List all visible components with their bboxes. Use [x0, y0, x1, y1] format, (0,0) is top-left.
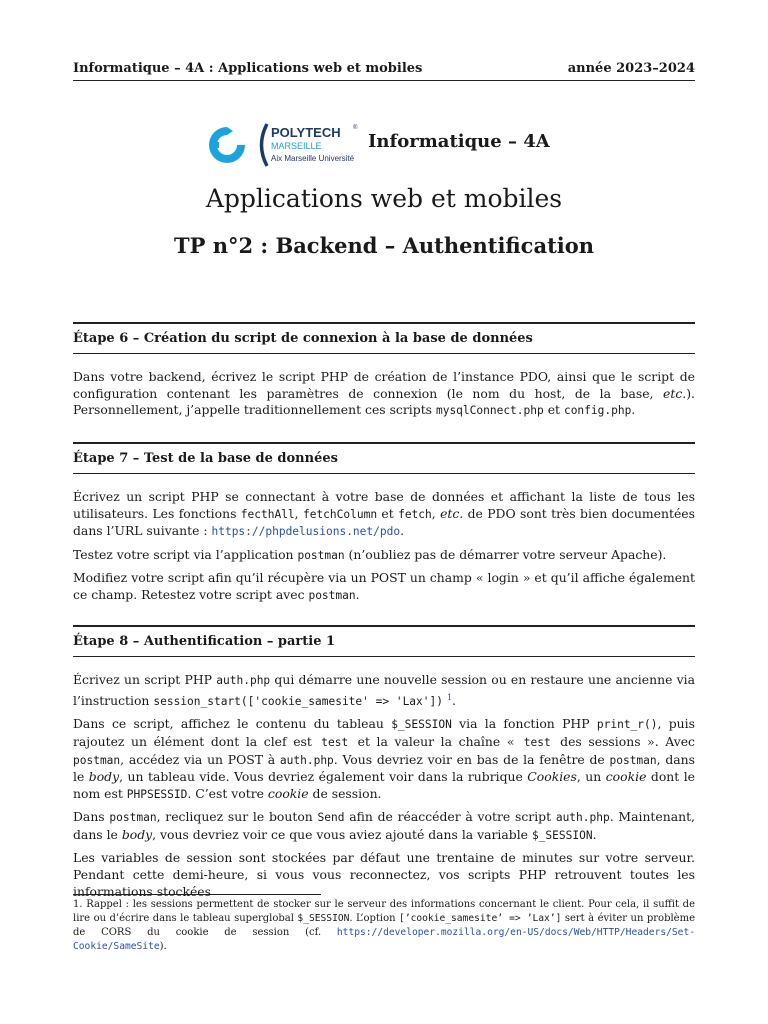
- step-7-heading: Étape 7 – Test de la base de données: [73, 442, 695, 474]
- step-6-section: [73, 322, 695, 420]
- running-head: [73, 60, 695, 81]
- page-title: Applications web et mobiles: [205, 184, 563, 213]
- step-8-paragraph-3: Dans postman, recliquez sur le bouton Send afin de réaccéder à votre script auth.php. Maintenant, dans le body, vous devriez voir ce que vous aviez ajouté dans la variable $_SESSION.: [73, 809, 696, 842]
- running-head-left: Informatique – 4A : Applications web et mobiles: [73, 61, 423, 76]
- footnote: 1. Rappel : les sessions permettent de stocker sur le serveur des informations concernant le client. Pour cela, il suffit de lire ou d’écrire dans le tableau superglobal $_SESSION. L’option [’cookie_samesite’ => ’Lax’] sert à éviter un problème de CORS du cookie de session (cf. https://developer.mozilla.org/en-US/docs/Web/HTTP/Headers/Set-Cookie/SameSite).: [73, 899, 695, 952]
- footnote-rule: [73, 894, 321, 895]
- logo-university: Aix Marseille Université: [271, 154, 355, 163]
- step-7-paragraph-3: Modifiez votre script afin qu’il récupère via un POST un champ « login » et qu’il affiche également ce champ. Retestez votre script avec postman.: [73, 570, 695, 602]
- logo-brand: POLYTECH: [271, 125, 341, 140]
- url-link[interactable]: https://phpdelusions.net/pdo: [211, 525, 401, 539]
- page-subtitle: TP n°2 : Backend – Authentification: [173, 233, 595, 258]
- step-7-section: [73, 442, 695, 605]
- polytech-logo: [209, 122, 364, 168]
- course-label: Informatique – 4A: [368, 131, 550, 152]
- step-7-paragraph-1: Écrivez un script PHP se connectant à votre base de données et affichant la liste de tous les utilisateurs. Les fonctions fecthAll, fetchColumn et fetch, etc. de PDO sont très bien documentées dans l’URL suivante : https://phpdelusions.net/pdo.: [73, 489, 695, 539]
- step-8-heading: Étape 8 – Authentification – partie 1: [73, 625, 695, 657]
- running-head-right: année 2023–2024: [567, 61, 695, 76]
- step-6-paragraph: Dans votre backend, écrivez le script PHP de création de l’instance PDO, ainsi que le script de configuration contenant les paramètres de connexion (le nom du host, de la base, etc.). Personnellement, j’appelle traditionnellement ces scripts mysqlConnect.php et config.php.: [73, 369, 695, 418]
- url-link[interactable]: https://developer.mozilla.org/en-US/docs/Web/HTTP/Headers/Set-Cookie/SameSite: [73, 927, 695, 952]
- step-8-paragraph-2: Dans ce script, affichez le contenu du tableau $_SESSION via la fonction PHP print_r(), puis rajoutez un élément dont la clef est test et la valeur la chaîne « test des sessions ». Avec postman, accédez via un POST à auth.php. Vous devriez voir en bas de la fenêtre de postman, dans le body, un tableau vide. Vous devriez également voir dans la rubrique Cookies, un cookie dont le nom est PHPSESSID. C’est votre cookie de session.: [73, 716, 696, 801]
- step-6-heading: Étape 6 – Création du script de connexion à la base de données: [73, 322, 695, 354]
- step-7-paragraph-2: Testez votre script via l’application postman (n’oubliez pas de démarrer votre serveur Apache).: [73, 546, 667, 562]
- step-8-section: [73, 625, 695, 900]
- logo-registered: ®: [353, 125, 358, 131]
- logo-city: MARSEILLE: [271, 141, 322, 151]
- step-8-paragraph-4: Les variables de session sont stockées par défaut une trentaine de minutes sur votre serveur. Pendant cette demi-heure, si vous vous reconnectez, vos scripts PHP retrouvent toutes les informations stockées: [73, 850, 695, 899]
- footnote-ref[interactable]: 1: [446, 692, 453, 702]
- step-8-paragraph-1: Écrivez un script PHP auth.php qui démarre une nouvelle session ou en restaure une ancienne via l’instruction session_start(['cookie_samesite' => 'Lax']) $^1$.: [73, 672, 696, 708]
